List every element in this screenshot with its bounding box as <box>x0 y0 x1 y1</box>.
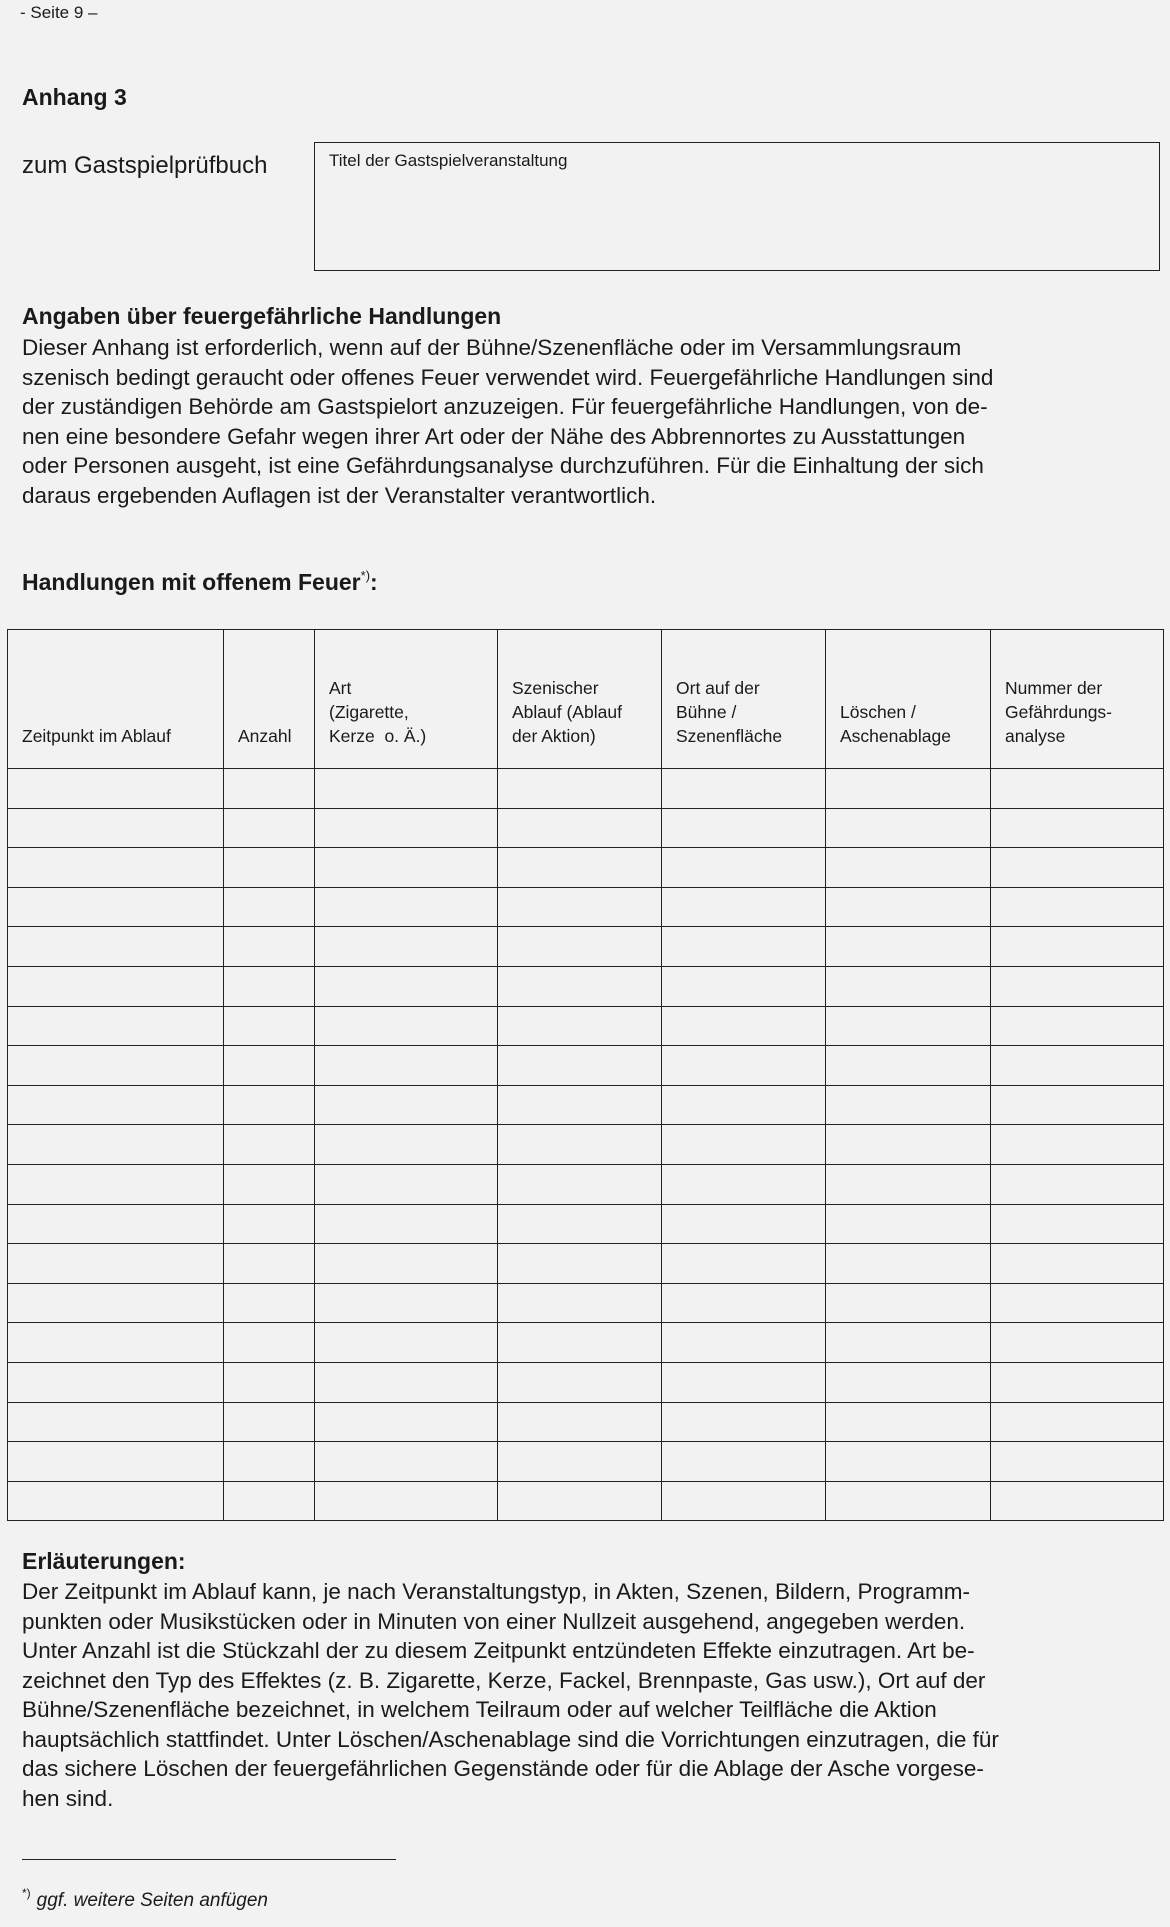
table-cell[interactable] <box>224 769 315 809</box>
table-cell[interactable] <box>991 1046 1164 1086</box>
table-cell[interactable] <box>498 769 662 809</box>
page-number: - Seite 9 – <box>20 3 98 22</box>
table-cell[interactable] <box>662 1244 826 1284</box>
table-row <box>8 966 1164 1006</box>
heading-colon: : <box>370 569 378 595</box>
table-cell[interactable] <box>315 848 498 888</box>
table-row <box>8 1244 1164 1284</box>
table-row <box>8 1006 1164 1046</box>
table-cell[interactable] <box>8 887 224 927</box>
intro-line: nen eine besondere Gefahr wegen ihrer Art oder der Nähe des Abbrennortes zu Ausstattungen <box>22 423 966 449</box>
table-row <box>8 1046 1164 1086</box>
table-cell[interactable] <box>498 1362 662 1402</box>
table-row <box>8 1283 1164 1323</box>
table-cell[interactable] <box>315 1402 498 1442</box>
table-cell[interactable] <box>662 966 826 1006</box>
column-header-zeitpunkt: Zeitpunkt im Ablauf <box>8 630 224 769</box>
table-cell[interactable] <box>8 1283 224 1323</box>
column-header-ort: Ort auf der Bühne / Szenenfläche <box>662 630 826 769</box>
table-cell[interactable] <box>8 808 224 848</box>
table-cell[interactable] <box>991 1362 1164 1402</box>
table-cell[interactable] <box>498 1006 662 1046</box>
table-cell[interactable] <box>662 1442 826 1482</box>
table-cell[interactable] <box>826 808 991 848</box>
table-cell[interactable] <box>991 1481 1164 1521</box>
fire-heading-text: Handlungen mit offenem Feuer <box>22 569 361 595</box>
table-cell[interactable] <box>991 1442 1164 1482</box>
table-cell[interactable] <box>8 1402 224 1442</box>
table-cell[interactable] <box>498 1283 662 1323</box>
table-cell[interactable] <box>224 1046 315 1086</box>
column-header-art: Art (Zigarette, Kerze o. Ä.) <box>315 630 498 769</box>
table-cell[interactable] <box>8 1046 224 1086</box>
table-cell[interactable] <box>662 1323 826 1363</box>
table-cell[interactable] <box>315 769 498 809</box>
table-cell[interactable] <box>826 1244 991 1284</box>
table-cell[interactable] <box>224 1283 315 1323</box>
table-cell[interactable] <box>662 1125 826 1165</box>
table-cell[interactable] <box>224 1204 315 1244</box>
table-cell[interactable] <box>826 769 991 809</box>
table-cell[interactable] <box>991 848 1164 888</box>
fire-actions-heading <box>22 568 378 596</box>
table-cell[interactable] <box>826 1164 991 1204</box>
table-cell[interactable] <box>826 1323 991 1363</box>
table-cell[interactable] <box>826 966 991 1006</box>
intro-line: oder Personen ausgeht, ist eine Gefährdungsanalyse durchzuführen. Für die Einhaltung der sich <box>22 453 984 478</box>
table-cell[interactable] <box>224 1125 315 1165</box>
table-row <box>8 1085 1164 1125</box>
table-cell[interactable] <box>498 1402 662 1442</box>
table-cell[interactable] <box>662 1046 826 1086</box>
table-cell[interactable] <box>224 808 315 848</box>
table-cell[interactable] <box>498 1125 662 1165</box>
table-cell[interactable] <box>826 1442 991 1482</box>
table-cell[interactable] <box>224 1244 315 1284</box>
table-cell[interactable] <box>315 887 498 927</box>
table-cell[interactable] <box>315 1006 498 1046</box>
explanation-line: punkten oder Musikstücken oder in Minuten von einer Nullzeit ausgehend, angegeben werden. <box>22 1608 966 1634</box>
table-cell[interactable] <box>8 1085 224 1125</box>
table-cell[interactable] <box>991 1323 1164 1363</box>
table-cell[interactable] <box>315 1244 498 1284</box>
table-cell[interactable] <box>315 1442 498 1482</box>
explanation-line: hauptsächlich stattfindet. Unter Löschen/Aschenablage sind die Vorrichtungen einzutragen, die für <box>22 1726 999 1752</box>
table-cell[interactable] <box>315 1323 498 1363</box>
table-cell[interactable] <box>315 1085 498 1125</box>
table-cell[interactable] <box>662 808 826 848</box>
table-cell[interactable] <box>498 1164 662 1204</box>
table-cell[interactable] <box>498 966 662 1006</box>
table-cell[interactable] <box>662 1481 826 1521</box>
intro-line: Dieser Anhang ist erforderlich, wenn auf der Bühne/Szenenfläche oder im Versammlungsraum <box>22 335 962 360</box>
event-title-label: Titel der Gastspielveranstaltung <box>329 151 568 170</box>
table-cell[interactable] <box>224 1402 315 1442</box>
intro-line: szenisch bedingt geraucht oder offenes Feuer verwendet wird. Feuergefährliche Handlungen sind <box>22 364 994 390</box>
table-cell[interactable] <box>8 1125 224 1165</box>
table-cell[interactable] <box>498 808 662 848</box>
footnote <box>22 1886 268 1912</box>
table-cell[interactable] <box>662 1362 826 1402</box>
table-cell[interactable] <box>498 1046 662 1086</box>
table-cell[interactable] <box>991 1125 1164 1165</box>
table-cell[interactable] <box>826 1481 991 1521</box>
intro-line: der zuständigen Behörde am Gastspielort anzuzeigen. Für feuergefährliche Handlungen, von de- <box>22 394 988 419</box>
column-header-szenischer-ablauf: Szenischer Ablauf (Ablauf der Aktion) <box>498 630 662 769</box>
table-row <box>8 848 1164 888</box>
table-row <box>8 1362 1164 1402</box>
table-cell[interactable] <box>991 887 1164 927</box>
table-cell[interactable] <box>8 1244 224 1284</box>
table-cell[interactable] <box>498 1481 662 1521</box>
table-cell[interactable] <box>498 1244 662 1284</box>
table-cell[interactable] <box>8 927 224 967</box>
explanation-line: Der Zeitpunkt im Ablauf kann, je nach Veranstaltungstyp, in Akten, Szenen, Bildern, Programm- <box>22 1579 970 1604</box>
table-cell[interactable] <box>224 1323 315 1363</box>
table-row <box>8 927 1164 967</box>
table-cell[interactable] <box>498 887 662 927</box>
table-row <box>8 769 1164 809</box>
table-cell[interactable] <box>826 1006 991 1046</box>
table-cell[interactable] <box>498 1442 662 1482</box>
table-cell[interactable] <box>826 1046 991 1086</box>
intro-paragraph <box>22 333 1150 510</box>
annex-title: Anhang 3 <box>22 84 127 110</box>
table-cell[interactable] <box>8 966 224 1006</box>
table-cell[interactable] <box>662 769 826 809</box>
table-cell[interactable] <box>224 887 315 927</box>
table-cell[interactable] <box>991 808 1164 848</box>
table-cell[interactable] <box>8 1481 224 1521</box>
explanation-line: das sichere Löschen der feuergefährlichen Gegenstände oder für die Ablage der Asche vorgese- <box>22 1756 984 1781</box>
table-cell[interactable] <box>315 1481 498 1521</box>
table-cell[interactable] <box>8 1323 224 1363</box>
table-cell[interactable] <box>315 1125 498 1165</box>
table-cell[interactable] <box>991 1164 1164 1204</box>
table-cell[interactable] <box>826 927 991 967</box>
table-cell[interactable] <box>991 966 1164 1006</box>
table-cell[interactable] <box>826 887 991 927</box>
table-cell[interactable] <box>826 1362 991 1402</box>
footnote-text: ggf. weitere Seiten anfügen <box>36 1890 269 1911</box>
table-cell[interactable] <box>498 848 662 888</box>
table-cell[interactable] <box>991 1402 1164 1442</box>
table-cell[interactable] <box>662 1204 826 1244</box>
table-cell[interactable] <box>498 927 662 967</box>
table-cell[interactable] <box>315 927 498 967</box>
table-cell[interactable] <box>662 1006 826 1046</box>
table-row <box>8 1402 1164 1442</box>
column-header-gefaehrdungsanalyse: Nummer der Gefährdungs- analyse <box>991 630 1164 769</box>
table-cell[interactable] <box>498 1204 662 1244</box>
fire-actions-table <box>7 629 1164 1521</box>
table-cell[interactable] <box>224 848 315 888</box>
explanation-line: hen sind. <box>22 1785 114 1811</box>
table-row <box>8 1125 1164 1165</box>
table-cell[interactable] <box>662 927 826 967</box>
explanation-line: Unter Anzahl ist die Stückzahl der zu diesem Zeitpunkt entzündeten Effekte einzutragen. Art be- <box>22 1638 975 1663</box>
intro-line: daraus ergebenden Auflagen ist der Veranstalter verantwortlich. <box>22 482 657 508</box>
table-cell[interactable] <box>315 966 498 1006</box>
table-cell[interactable] <box>991 1283 1164 1323</box>
table-cell[interactable] <box>991 769 1164 809</box>
table-cell[interactable] <box>315 808 498 848</box>
explanation-line: Bühne/Szenenfläche bezeichnet, in welchem Teilraum oder auf welcher Teilfläche die Aktion <box>22 1697 937 1722</box>
table-cell[interactable] <box>224 1481 315 1521</box>
table-cell[interactable] <box>8 1204 224 1244</box>
explanations-heading: Erläuterungen: <box>22 1548 186 1574</box>
intro-heading: Angaben über feuergefährliche Handlungen <box>22 303 502 329</box>
table-cell[interactable] <box>662 1085 826 1125</box>
table-cell[interactable] <box>315 1046 498 1086</box>
table-cell[interactable] <box>991 1204 1164 1244</box>
footnote-mark: *) <box>22 1886 31 1900</box>
table-cell[interactable] <box>991 1244 1164 1284</box>
table-cell[interactable] <box>991 927 1164 967</box>
column-header-loeschen: Löschen / Aschenablage <box>826 630 991 769</box>
table-cell[interactable] <box>224 1006 315 1046</box>
table-row <box>8 1442 1164 1482</box>
table-cell[interactable] <box>498 1323 662 1363</box>
table-cell[interactable] <box>662 1283 826 1323</box>
table-cell[interactable] <box>8 1164 224 1204</box>
table-row <box>8 1204 1164 1244</box>
annex-subtitle: zum Gastspielprüfbuch <box>22 152 268 179</box>
explanations-paragraph <box>22 1577 1150 1813</box>
table-cell[interactable] <box>8 1442 224 1482</box>
table-cell[interactable] <box>8 1362 224 1402</box>
table-cell[interactable] <box>826 1125 991 1165</box>
table-cell[interactable] <box>224 927 315 967</box>
table-cell[interactable] <box>224 1164 315 1204</box>
event-title-field[interactable] <box>314 142 1160 271</box>
table-row <box>8 1164 1164 1204</box>
table-cell[interactable] <box>991 1006 1164 1046</box>
table-cell[interactable] <box>662 848 826 888</box>
table-row <box>8 887 1164 927</box>
table-body <box>8 769 1164 1521</box>
table-cell[interactable] <box>826 1085 991 1125</box>
table-cell[interactable] <box>315 1362 498 1402</box>
table-cell[interactable] <box>315 1283 498 1323</box>
table-cell[interactable] <box>662 887 826 927</box>
footnote-divider <box>22 1859 396 1860</box>
table-cell[interactable] <box>224 1085 315 1125</box>
table-cell[interactable] <box>224 1362 315 1402</box>
table-row <box>8 1323 1164 1363</box>
footnote-marker: *) <box>360 568 371 583</box>
table-cell[interactable] <box>8 848 224 888</box>
table-cell[interactable] <box>826 1204 991 1244</box>
table-cell[interactable] <box>8 769 224 809</box>
table-header-row <box>8 630 1164 769</box>
table-cell[interactable] <box>826 1402 991 1442</box>
table-cell[interactable] <box>826 1283 991 1323</box>
table-cell[interactable] <box>991 1085 1164 1125</box>
table-cell[interactable] <box>826 848 991 888</box>
table-cell[interactable] <box>224 966 315 1006</box>
table-cell[interactable] <box>662 1402 826 1442</box>
table-row <box>8 1481 1164 1521</box>
table-cell[interactable] <box>315 1164 498 1204</box>
table-cell[interactable] <box>662 1164 826 1204</box>
explanation-line: zeichnet den Typ des Effektes (z. B. Zigarette, Kerze, Fackel, Brennpaste, Gas usw.), Ort auf der <box>22 1667 986 1693</box>
table-cell[interactable] <box>8 1006 224 1046</box>
table-cell[interactable] <box>315 1204 498 1244</box>
table-row <box>8 808 1164 848</box>
table-cell[interactable] <box>498 1085 662 1125</box>
table-cell[interactable] <box>224 1442 315 1482</box>
column-header-anzahl: Anzahl <box>224 630 315 769</box>
